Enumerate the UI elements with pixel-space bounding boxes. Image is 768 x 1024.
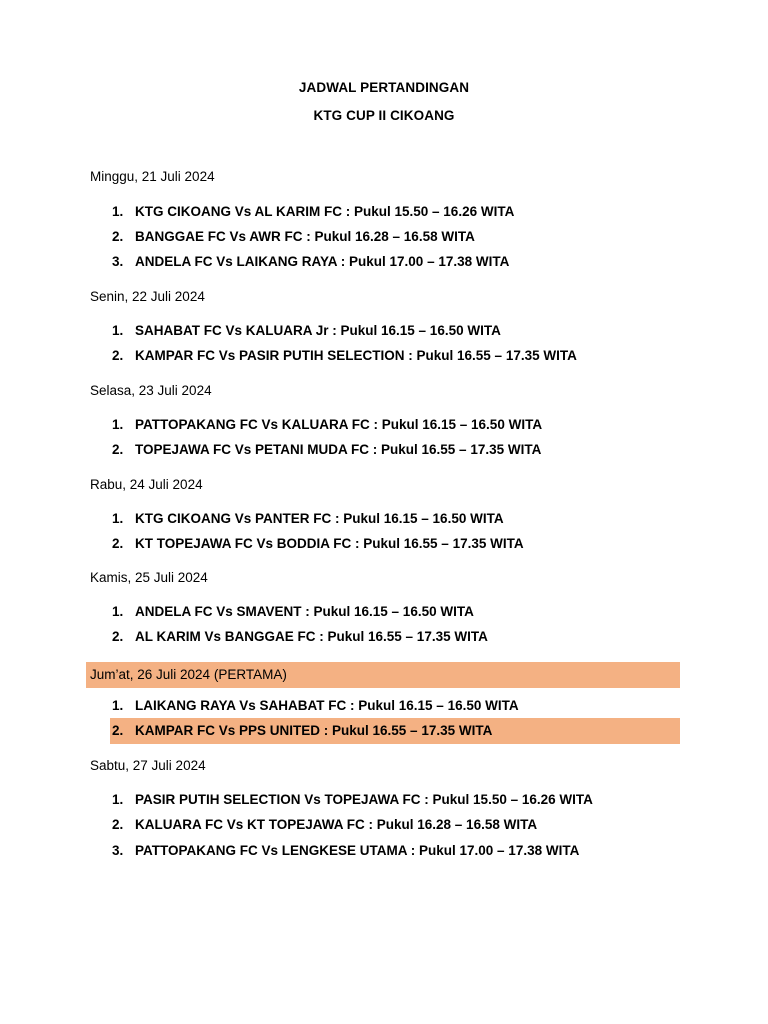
match-item: 1. KTG CIKOANG Vs PANTER FC : Pukul 16.15 – 16.50 WITA (112, 511, 504, 526)
match-item: 2. KAMPAR FC Vs PASIR PUTIH SELECTION : Pukul 16.55 – 17.35 WITA (112, 348, 577, 363)
day-heading: Sabtu, 27 Juli 2024 (90, 758, 206, 773)
day-heading: Kamis, 25 Juli 2024 (90, 570, 208, 585)
match-item: 2. TOPEJAWA FC Vs PETANI MUDA FC : Pukul 16.55 – 17.35 WITA (112, 442, 542, 457)
day-heading: Senin, 22 Juli 2024 (90, 289, 205, 304)
match-item: 1. LAIKANG RAYA Vs SAHABAT FC : Pukul 16.15 – 16.50 WITA (112, 698, 519, 713)
day-heading: Minggu, 21 Juli 2024 (90, 169, 215, 184)
match-item: 2. KALUARA FC Vs KT TOPEJAWA FC : Pukul 16.28 – 16.58 WITA (112, 817, 538, 832)
match-item: 2. AL KARIM Vs BANGGAE FC : Pukul 16.55 – 17.35 WITA (112, 629, 488, 644)
match-item-highlighted: 2. KAMPAR FC Vs PPS UNITED : Pukul 16.55 – 17.35 WITA (110, 718, 680, 744)
match-item: 1. SAHABAT FC Vs KALUARA Jr : Pukul 16.15 – 16.50 WITA (112, 323, 501, 338)
match-item: 3. PATTOPAKANG FC Vs LENGKESE UTAMA : Pukul 17.00 – 17.38 WITA (112, 843, 580, 858)
match-item: 1. PASIR PUTIH SELECTION Vs TOPEJAWA FC : Pukul 15.50 – 16.26 WITA (112, 792, 593, 807)
day-heading: Rabu, 24 Juli 2024 (90, 477, 203, 492)
document-subtitle: KTG CUP II CIKOANG (313, 108, 455, 123)
day-heading-highlighted: Jum’at, 26 Juli 2024 (PERTAMA) (86, 662, 680, 688)
match-item: 1. KTG CIKOANG Vs AL KARIM FC : Pukul 15.50 – 16.26 WITA (112, 204, 515, 219)
match-item: 3. ANDELA FC Vs LAIKANG RAYA : Pukul 17.00 – 17.38 WITA (112, 254, 510, 269)
match-item: 2. KT TOPEJAWA FC Vs BODDIA FC : Pukul 16.55 – 17.35 WITA (112, 536, 524, 551)
document-title: JADWAL PERTANDINGAN (298, 80, 470, 95)
day-heading: Selasa, 23 Juli 2024 (90, 383, 212, 398)
match-item: 1. PATTOPAKANG FC Vs KALUARA FC : Pukul 16.15 – 16.50 WITA (112, 417, 543, 432)
match-item: 2. BANGGAE FC Vs AWR FC : Pukul 16.28 – 16.58 WITA (112, 229, 475, 244)
match-item: 1. ANDELA FC Vs SMAVENT : Pukul 16.15 – 16.50 WITA (112, 604, 474, 619)
